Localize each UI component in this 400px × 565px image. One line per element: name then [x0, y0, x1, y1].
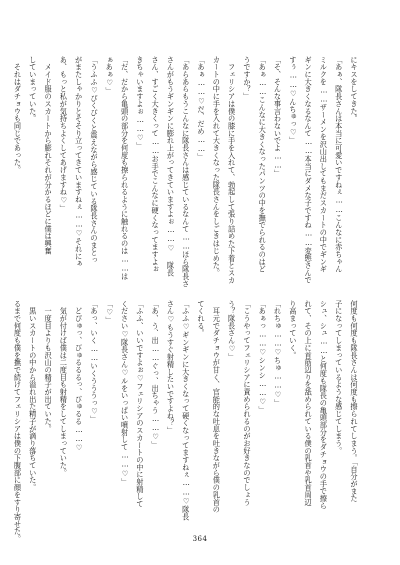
text-line: していまっていた。 [28, 56, 38, 123]
text-line: るまで何度も僕を撫で続けてフェリシアは僕の下腹部に顔をすり寄せた。 [13, 300, 23, 543]
text-line: ギンに大きくなるなんて……本当にダメな子ですね……変態さんで [304, 56, 314, 284]
text-line: うですか？」 [242, 56, 252, 101]
text-line: 「あっ、いく……いくうううっ♡」 [89, 300, 99, 423]
text-line: きちゃいますよぉ……♡」 [135, 56, 145, 150]
text-line: 耳元でダチョウが甘く、官能的な吐息を吐きながら僕の乳首の [212, 300, 222, 514]
text-line: それはダチョウも同じであった。 [13, 56, 23, 174]
text-line: 黒いスカートの中から溢れ出た精子が滴り落ちていた。 [28, 300, 38, 492]
text-line: さんがもうギンギンに膨れ上がってきていますよぉ……♡ 隊長 [166, 56, 176, 277]
text-line: 「あ、う、出……ぐっ、出ちゃう……♡」 [151, 300, 161, 449]
text-line: れて、その上に首筋辺りを舐められている僕の乳首や乳首周辺 [304, 300, 314, 506]
text-line: 「あぁ……♡だ、だめ……」 [197, 56, 207, 161]
text-line: てくれる。 [197, 300, 207, 337]
text-line: あ、もっと私が気持ちよくしてあげますね♡」 [59, 56, 69, 213]
text-line: 「♡」 [105, 300, 115, 324]
text-line: 気が付けば僕は二度目も射精をしてしまっていた。 [59, 300, 69, 477]
text-line: にキスをしてきた。 [350, 56, 359, 123]
text-block-upper [13, 56, 362, 288]
page-number: 364 [192, 535, 208, 543]
text-line: う？隊長さん♡」 [227, 300, 237, 361]
text-line: ぁあぁ♡」 [105, 56, 115, 95]
text-line: 一度目よりも沢山の精子が出ていた。 [44, 300, 54, 433]
text-line: シュ、シュ……と何度も隊長の亀頭部分をダチョウの手で擦ら [319, 300, 329, 510]
text-line: ください♡隊長さん♡ルをいっぱい噴射して……♡」 [120, 300, 130, 486]
text-line: 「だ、だから亀頭の部分を何度も擦られるように触れるのは……は [120, 56, 130, 281]
text-line: り高まっていく。 [288, 300, 298, 359]
text-line: さん♡もうすぐ射精したいですよね？」 [166, 300, 176, 435]
text-line: 「うふふ♡ぴくぴくと震えながら感じている隊長さんのまとっ [89, 56, 99, 264]
text-line: カートの中に手を入れて大きくなった隊長さんをしごきはじめた。 [212, 56, 222, 277]
text-line: 「あぁ、隊長さんは本当に可愛いですねぇ……こんなに赤ちゃん [334, 56, 344, 273]
text-line: フェリシアは僕の膝に手を入れて、勃起して張り詰めた下着とスカ [227, 56, 237, 284]
text-line: 「ふふ、いいですよぉ♡フェリシアのスカートの中に射精して [135, 300, 145, 508]
text-line: どぴゅっ、びゅるるるっ、びゅるる……♡ [74, 300, 84, 453]
text-line: 「れちゅ……♡ちゅ……♡」 [273, 300, 283, 407]
text-line: 「あぁ……こんなに大きくなったパンツの中を撫でられるのはど [258, 56, 268, 273]
text-line: 「あらあらもうこんなに隊長さんは感じているなんて……ほら隊長さ [181, 56, 191, 288]
text-line: 「こうやってフェリシアに責められるのがお好きなのでしょう [242, 300, 252, 506]
text-line: 「そ、そんな事言わないでよ……」 [273, 56, 283, 178]
text-line: さん、すごく大きくって……お手でこんなに硬くなってますよぉ [151, 56, 161, 273]
text-line: がまたしゃかりとそそり立ってきていますねぇ……♡それにぁ [74, 56, 84, 268]
text-line: 「ふふ♡ギンギンに大きくなって硬くなってますねぇ……♡隊長 [181, 300, 191, 521]
text-line: 「あぁっ……♡シンシ……♡」 [258, 300, 268, 414]
text-line: ミルクを……ザーメンを沢山出してもまだスカートの中でギンギ [319, 56, 329, 273]
text-line: すぅ……♡んちゅっ♡」 [288, 56, 298, 145]
text-line: 何度も何度も隊長さんは何度も擦られてしまう。「自分がまた [350, 300, 359, 503]
text-line: メイド服のスカートから膨れそれが分かるほどに僕は興奮 [44, 56, 54, 255]
text-line: 子になってしまっているような感じてしまう。 [334, 300, 344, 455]
